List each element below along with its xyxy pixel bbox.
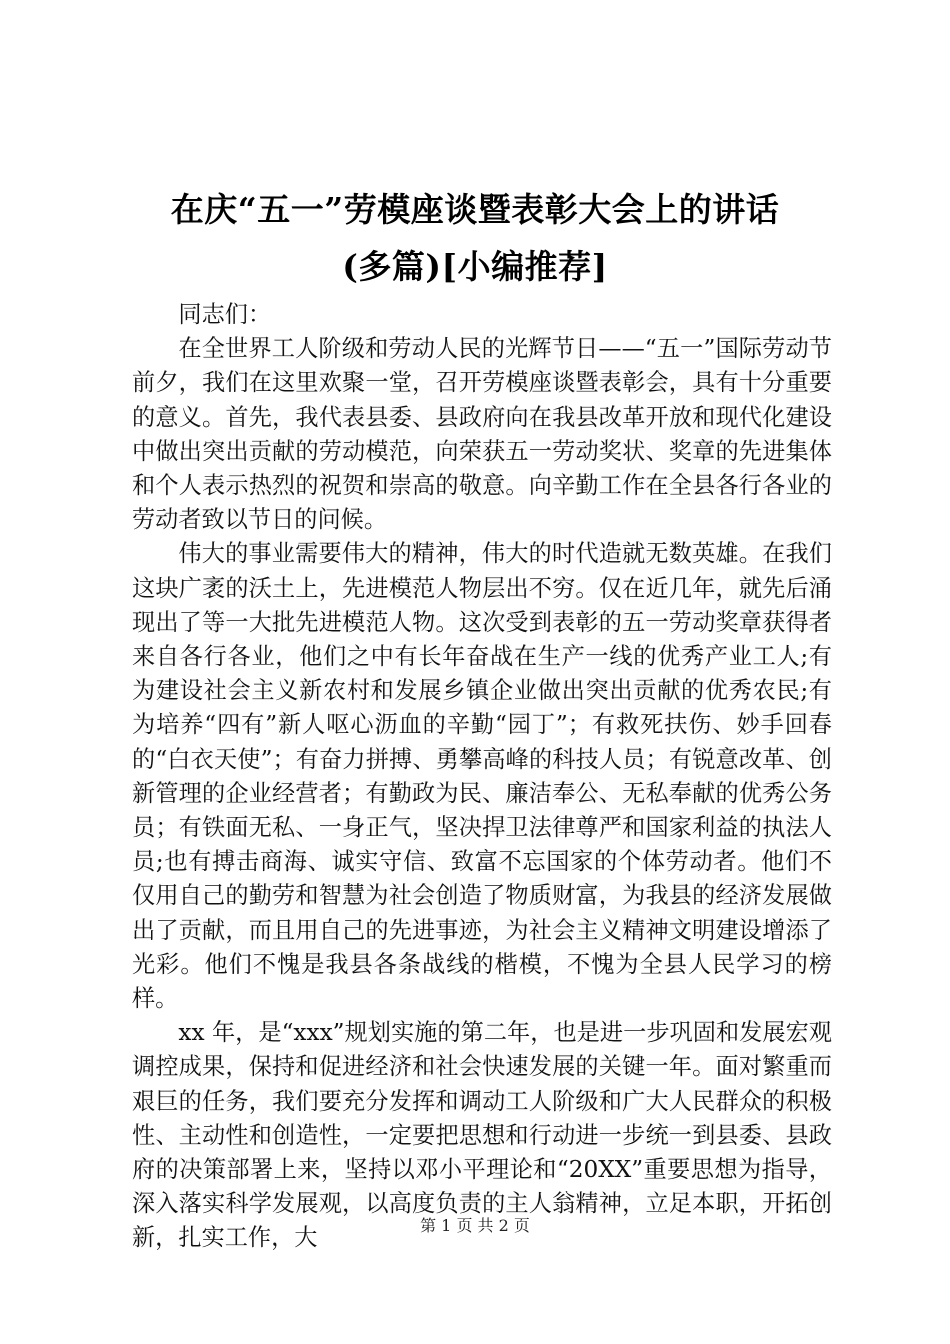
paragraph-2: 伟大的事业需要伟大的精神，伟大的时代造就无数英雄。在我们这块广袤的沃土上，先进模范人物层出不穷。仅在近几年，就先后涌现出了等一大批先进模范人物。这次受到表彰的五一劳动奖章获得者来自各行各业，他们之中有长年奋战在生产一线的优秀产业工人;有为建设社会主义新农村和发展乡镇企业做出突出贡献的优秀农民;有为培养“四有”新人呕心沥血的辛勤“园丁”；有救死扶伤、妙手回春的“白衣天使”；有奋力拼搏、勇攀高峰的科技人员；有锐意改革、创新管理的企业经营者；有勤政为民、廉洁奉公、无私奉献的优秀公务员；有铁面无私、一身正气，坚决捍卫法律尊严和国家利益的执法人员;也有搏击商海、诚实守信、致富不忘国家的个体劳动者。他们不仅用自己的勤劳和智慧为社会创造了物质财富，为我县的经济发展做出了贡献，而且用自己的先进事迹，为社会主义精神文明建设增添了光彩。他们不愧是我县各条战线的楷模，不愧为全县人民学习的榜样。 bbox=[132, 540, 832, 1013]
paragraph-1: 在全世界工人阶级和劳动人民的光辉节日——“五一”国际劳动节前夕，我们在这里欢聚一堂，召开劳模座谈暨表彰会，具有十分重要的意义。首先，我代表县委、县政府向在我县改革开放和现代化建设中做出突出贡献的劳动模范，向荣获五一劳动奖状、奖章的先进集体和个人表示热烈的祝贺和崇高的敬意。向辛勤工作在全县各行各业的劳动者致以节日的问候。 bbox=[132, 335, 832, 534]
page-title: 在庆“五一”劳模座谈暨表彰大会上的讲话 bbox=[170, 190, 780, 229]
page-subtitle: (多篇)[小编推荐] bbox=[342, 247, 608, 286]
salutation: 同志们： bbox=[178, 301, 272, 328]
document-body bbox=[132, 298, 832, 1256]
page-footer: 第 1 页 共 2 页 bbox=[420, 1216, 530, 1235]
paragraph-3: xx 年，是“xxx”规划实施的第二年，也是进一步巩固和发展宏观调控成果，保持和促进经济和社会快速发展的关键一年。面对繁重而艰巨的任务，我们要充分发挥和调动工人阶级和广大人民群众的积极性、主动性和创造性，一定要把思想和行动进一步统一到县委、县政府的决策部署上来，坚持以邓小平理论和“20XX”重要思想为指导，深入落实科学发展观，以高度负责的主人翁精神，立足本职，开拓创新，扎实工作，大 bbox=[132, 1019, 832, 1252]
